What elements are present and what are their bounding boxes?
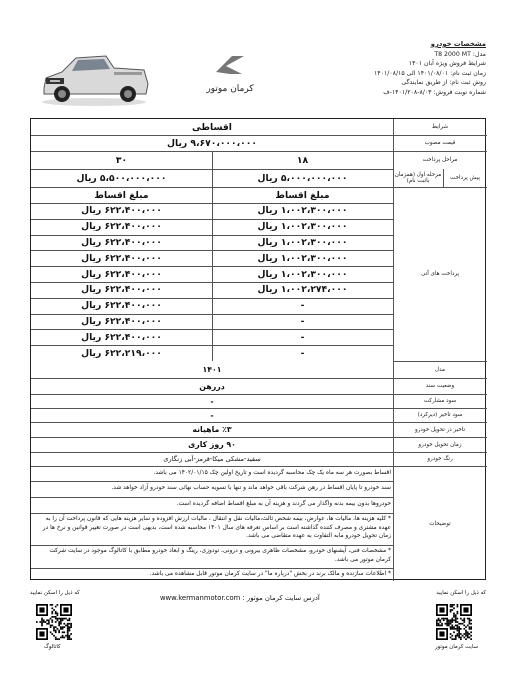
installment-30-cell: ۶۲۲،۴۰۰،۰۰۰ ریال bbox=[81, 205, 162, 217]
spec-line: مدل: T8 2000 MT bbox=[434, 50, 486, 58]
installment-18-cell: ۱،۰۰۲،۳۰۰،۰۰۰ ریال bbox=[257, 236, 348, 248]
plan-30-header: ۳۰ bbox=[115, 154, 128, 166]
car-image bbox=[36, 48, 152, 108]
label-conditions: شرایط bbox=[431, 124, 449, 130]
label-delay-penalty: سود تاخیر (دیرکرد) bbox=[417, 412, 463, 418]
label-deed-status: وضعیت سند bbox=[425, 383, 455, 389]
label-payment-stages: مراحل پرداخت bbox=[422, 157, 458, 163]
spec-line: زمان ثبت نام: ۱۴۰۱/۰۸/۰۱ الی ۱۴۰۱/۰۸/۱۵ bbox=[373, 69, 486, 77]
delay-penalty: - bbox=[210, 410, 214, 420]
spec-title: مشخصات خودرو bbox=[430, 40, 486, 48]
qr-code-site-icon[interactable] bbox=[436, 604, 472, 640]
delivery-time: ۹۰ روز کاری bbox=[188, 440, 236, 449]
label-price: قیمت مصوب bbox=[424, 140, 456, 146]
installment-30-cell: ۶۲۲،۴۰۰،۰۰۰ ریال bbox=[81, 284, 162, 296]
installment-header-18: مبلغ اقساط bbox=[275, 189, 330, 201]
brand-logo bbox=[190, 52, 270, 106]
installment-18-cell: ۱،۰۰۲،۳۰۰،۰۰۰ ریال bbox=[257, 252, 348, 264]
qr-right-caption-bottom: سایت کرمان موتور bbox=[435, 644, 478, 650]
qr-left-caption-bottom: کاتالوگ bbox=[44, 644, 61, 650]
note-6: * اطلاعات سازنده و مالک برند در بخش "درباره ما" در سایت کرمان موتور قابل مشاهده می باشد. bbox=[149, 571, 391, 577]
installment-18-cell: - bbox=[300, 331, 305, 343]
installment-30-cell: ۶۲۲،۲۱۹،۰۰۰ ریال bbox=[81, 347, 162, 359]
label-installments: پرداخت های آتی bbox=[421, 271, 460, 277]
installment-30-cell: ۶۲۲،۴۰۰،۰۰۰ ریال bbox=[81, 221, 162, 233]
spec-block bbox=[296, 40, 486, 98]
spec-line: روش ثبت نام: از طریق نمایندگی bbox=[401, 79, 486, 87]
qr-left-caption-top: که ذیل را اسکن نمایید bbox=[30, 590, 80, 596]
installment-18-cell: ۱،۰۰۲،۳۰۰،۰۰۰ ریال bbox=[257, 268, 348, 280]
installment-18-cell: ۱،۰۰۲،۳۰۰،۰۰۰ ریال bbox=[257, 221, 348, 233]
note-1: اقساط بصورت هر سه ماه یک چک محاسبه گردیده است و تاریخ اولین چک ۱۴۰۲/۰۱/۱۵ می باشد. bbox=[153, 470, 391, 476]
label-colors: رنگ خودرو bbox=[427, 456, 453, 462]
brand-logo-text: کرمان موتور bbox=[206, 84, 254, 94]
label-participation: سود مشارکت bbox=[423, 398, 457, 404]
qr-right-caption-top: که ذیل را اسکن نمایید bbox=[436, 590, 486, 596]
installment-30-cell: ۶۲۲،۴۰۰،۰۰۰ ریال bbox=[81, 331, 162, 343]
footer bbox=[30, 588, 486, 668]
installment-18-cell: - bbox=[300, 315, 305, 327]
price-table bbox=[30, 118, 486, 580]
note-2: سند خودرو تا پایان اقساط در رهن شرکت باقی خواهد ماند و تنها با تسویه حساب نهائی سند خودرو آزاد خواهد شد. bbox=[111, 485, 391, 491]
model-year: ۱۴۰۱ bbox=[31, 361, 393, 378]
installment-30-cell: ۶۲۲،۴۰۰،۰۰۰ ریال bbox=[81, 236, 162, 248]
spec-line: شماره نوبت فروش: ۸/۰۳-۱۴۰۱/۲۰۸-ف bbox=[383, 88, 486, 96]
participation: - bbox=[210, 396, 214, 406]
sale-type: اقساطی bbox=[192, 121, 232, 133]
installment-30-cell: ۶۲۲،۴۰۰،۰۰۰ ریال bbox=[81, 315, 162, 327]
installment-18-cell: ۱،۰۰۲،۳۰۰،۰۰۰ ریال bbox=[257, 205, 348, 217]
plan-18-header: ۱۸ bbox=[296, 154, 309, 166]
site-address[interactable]: آدرس سایت کرمان موتور : www.kermanmotor.com bbox=[160, 594, 320, 602]
label-prepayment: مرحله اول (همزمان باثبت نام) bbox=[394, 171, 442, 184]
delivery-delay: ٪۳ ماهیانه bbox=[192, 425, 232, 434]
label-delivery-delay: تاخیر در تحویل خودرو bbox=[414, 426, 466, 433]
qr-code-catalog-icon[interactable] bbox=[36, 604, 72, 640]
installment-18-cell: - bbox=[300, 300, 305, 312]
installment-header-30: مبلغ اقساط bbox=[94, 189, 149, 201]
prepayment-30: ۵،۵۰۰،۰۰۰،۰۰۰ ریال bbox=[76, 172, 167, 184]
prepayment-18: ۵،۰۰۰،۰۰۰،۰۰۰ ریال bbox=[257, 172, 348, 184]
installment-30-cell: ۶۲۲،۴۰۰،۰۰۰ ریال bbox=[81, 300, 162, 312]
header bbox=[30, 40, 486, 118]
brand-logo-icon bbox=[208, 52, 252, 78]
spec-line: شرایط فروش ویژه آبان ۱۴۰۱ bbox=[408, 60, 486, 68]
note-4: * کلیه هزینه ها، مالیات ها، عوارض، بیمه شخص ثالث،مالیات نقل و انتقال ، مالیات ارزش افزوده و سایر هزینه هایی که قانون پرداخت آن را به عهده مشتری و مصرف کننده گذاشته است بر اساس تعرفه های سال ۱۴۰۱ محاسبه شده است، بدیهی است در صورت تغییر قوانین و نرخ ها در زمان تحویل خودرو مابه التفاوت به عهده متقاضی می باشد. bbox=[42, 516, 391, 540]
note-5: * مشخصات فنی، آپشنهای خودرو، مشخصات ظاهری بیرونی و درونی، تودوزی، رینگ و ابعاد خودرو مطابق با کاتالوگ موجود در سایت شرکت کرمان موتور می باشد. bbox=[49, 548, 391, 563]
installment-30-cell: ۶۲۲،۴۰۰،۰۰۰ ریال bbox=[81, 252, 162, 264]
label-model-year: مدل bbox=[435, 366, 445, 373]
installment-30-cell: ۶۲۲،۴۰۰،۰۰۰ ریال bbox=[81, 268, 162, 280]
note-3: خودروها بدون بیمه بدنه واگذار می گردند و هزینه آن به مبلغ اقساط اضافه گردیده است. bbox=[176, 501, 391, 507]
label-delivery-time: زمان تحویل خودرو bbox=[418, 441, 462, 448]
label-notes: توضیحات bbox=[429, 520, 451, 527]
colors: سفید-مشکی میکا-قرمز-آبی زنگاری bbox=[163, 455, 261, 463]
label-prepayment-side: پیش پرداخت bbox=[450, 175, 480, 181]
deed-status: دررهن bbox=[199, 381, 225, 391]
approved-price: ۹،۶۷۰،۰۰۰،۰۰۰ ریال bbox=[167, 137, 257, 149]
installment-18-cell: - bbox=[300, 347, 305, 359]
installment-18-cell: ۱،۰۰۲،۲۷۴،۰۰۰ ریال bbox=[257, 284, 348, 296]
